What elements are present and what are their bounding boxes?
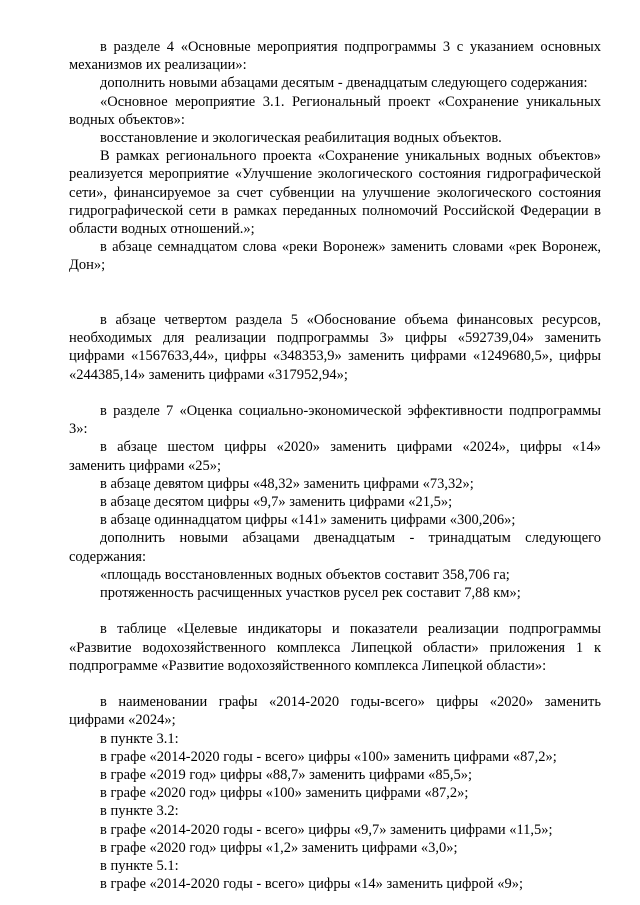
paragraph: в графе «2019 год» цифры «88,7» заменить цифрами «85,5»; — [100, 767, 473, 784]
paragraph: в пункте 5.1: — [100, 858, 179, 875]
paragraph: В рамках регионального проекта «Сохранение уникальных водных объектов» реализуется мероприятие «Улучшение экологического состояния гидрографической сети», финансируемое за счет субвенции на улучшение экологического состояния гидрографической сети в рамках переданных полномочий Российской Федерации в области водных отношений.»; — [69, 148, 601, 238]
paragraph: «площадь восстановленных водных объектов составит 358,706 га; — [100, 566, 510, 583]
paragraph: в абзаце одиннадцатом цифры «141» заменить цифрами «300,206»; — [100, 512, 516, 529]
paragraph: в пункте 3.2: — [100, 803, 179, 820]
paragraph: в графе «2020 год» цифры «100» заменить цифрами «87,2»; — [100, 785, 469, 802]
paragraph: в абзаце семнадцатом слова «реки Воронеж» заменить словами «рек Воронеж, Дон»; — [69, 239, 601, 274]
paragraph: «Основное мероприятие 3.1. Региональный проект «Сохранение уникальных водных объектов»: — [69, 93, 601, 128]
blank-line — [69, 675, 601, 693]
paragraph: в абзаце десятом цифры «9,7» заменить цифрами «21,5»; — [100, 494, 453, 511]
blank-line — [69, 275, 601, 293]
paragraph: в графе «2014-2020 годы - всего» цифры «14» заменить цифрой «9»; — [100, 876, 524, 893]
paragraph: в разделе 4 «Основные мероприятия подпрограммы 3 с указанием основных механизмов их реализации»: — [69, 39, 601, 74]
blank-line — [69, 602, 601, 620]
paragraph: в абзаце девятом цифры «48,32» заменить цифрами «73,32»; — [100, 475, 474, 492]
paragraph: протяженность расчищенных участков русел рек составит 7,88 км»; — [100, 585, 521, 602]
paragraph: в графе «2014-2020 годы - всего» цифры «9,7» заменить цифрами «11,5»; — [100, 821, 553, 838]
document-page — [69, 38, 601, 893]
paragraph: в абзаце четвертом раздела 5 «Обоснование объема финансовых ресурсов, необходимых для реализации подпрограммы 3» цифры «592739,04» заменить цифрами «1567633,44», цифры «348353,9» заменить цифрами «1249680,5», цифры «244385,14» заменить цифрами «317952,94»; — [69, 312, 601, 383]
blank-line — [69, 293, 601, 311]
paragraph: в абзаце шестом цифры «2020» заменить цифрами «2024», цифры «14» заменить цифрами «25»; — [69, 439, 601, 474]
paragraph: в таблице «Целевые индикаторы и показатели реализации подпрограммы «Развитие водохозяйственного комплекса Липецкой области» приложения 1 к подпрограмме «Развитие водохозяйственного комплекса Липецкой области»: — [69, 621, 601, 674]
paragraph: в пункте 3.1: — [100, 730, 179, 747]
blank-line — [69, 384, 601, 402]
paragraph: восстановление и экологическая реабилитация водных объектов. — [100, 130, 502, 147]
paragraph: в графе «2020 год» цифры «1,2» заменить цифрами «3,0»; — [100, 839, 458, 856]
paragraph: дополнить новыми абзацами десятым - двенадцатым следующего содержания: — [100, 75, 588, 92]
paragraph: в наименовании графы «2014-2020 годы-всего» цифры «2020» заменить цифрами «2024»; — [69, 694, 601, 729]
paragraph: в графе «2014-2020 годы - всего» цифры «100» заменить цифрами «87,2»; — [100, 748, 557, 765]
paragraph: в разделе 7 «Оценка социально-экономической эффективности подпрограммы 3»: — [69, 403, 601, 438]
paragraph: дополнить новыми абзацами двенадцатым - тринадцатым следующего содержания: — [69, 530, 601, 565]
